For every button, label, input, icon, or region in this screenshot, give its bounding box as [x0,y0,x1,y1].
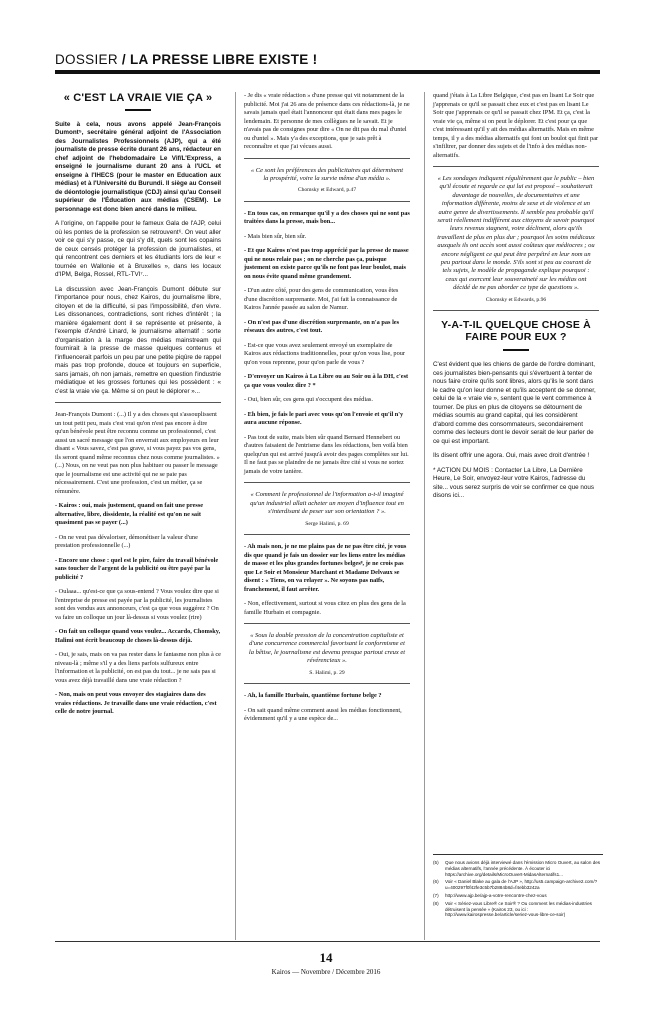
section-heading: Y-A-T-IL QUELQUE CHOSE À FAIRE POUR EUX ? [441,319,591,344]
quote-source: Chomsky et Edward, p.47 [297,187,357,194]
article-title: « C'EST LA VRAIE VIE ÇA » [63,92,213,104]
column-2 [244,92,410,730]
interview-question: - En tous cas, on remarque qu'il y a des choses qui ne sont pas traitées dans la presse, mais bon... [244,209,410,226]
quote-source: Chomsky et Edwards, p.96 [485,296,547,303]
section-kicker: DOSSIER [55,52,118,67]
paragraph: Ils disent offrir une agora. Oui, mais avec droit d'entrée ! [433,452,590,460]
interview-answer: - On sait quand même comment aussi les médias fonctionnent, évidemment qu'il y a une espèce de... [244,706,402,723]
footnote [433,893,603,899]
footnote [433,860,603,877]
footer-rule [55,941,600,942]
divider [244,201,410,202]
footnote-number: (6) [433,879,439,885]
interview-question: - Ah mais non, je ne me plains pas de ne pas être cité, je vous dis que quand je fais un dossier sur les liens entre les médias de masse et les plus grandes fortunes belges⁸, je ne crois pas que Le Soir et Monsieur Marchant et Madame Delvaux se disent : « Tiens, on va relayer ». Ne soyons pas naïfs, franchement, il faut arrêter. [244,543,407,593]
interview-answer: - Non, effectivement, surtout si vous citez en plus des gens de la famille Hurbain et compagnie. [244,600,406,616]
interview-answer: - Est-ce que vous avez seulement envoyé un exemplaire de Kairos aux rédactions traditionnelles, pour qu'on vous lise, pour qu'on vous reprenne, pour qu'on parle de vous ? [244,341,405,366]
interview-question: - Eh bien, je fais le pari avec vous qu'on l'envoie et qu'il n'y aura aucune réponse. [244,410,404,427]
header-rule [55,70,600,74]
column-3 [433,92,599,507]
pull-quote: « Comment le professionnel de l'information a-t-il imaginé qu'un industriel allait acheter un moyen d'influence tout en s'interdisant de peser sur son orientation ? ». [250,491,404,516]
section-title: LA PRESSE LIBRE EXISTE ! [129,52,318,67]
footnote-text: Voir « Daniel Blake au gala de l'AJP », http://us5.campaign-archive2.com/?u=400297f0f42fe3c5b7b2884b8d=f4ebb3242a [445,879,598,891]
interview-answer: - Oui, je sais, mais on va pas rester dans le fantasme non plus à ce niveau-là ; même s'il y a des liens parfois sulfureux entre l'information et la publicité, on est pas du tout... je ne sais pas si vous avez déjà travaillé dans une vraie rédaction ? [55,651,221,684]
intro-paragraph: Suite à cela, nous avons appelé Jean-François Dumont⁵, secrétaire général adjoint de l'Association des Journalistes Professionnels (AJP), qui a été journaliste de presse écrite durant 26 ans, rédacteur en chef adjoint de l'hebdomadaire Le Vif/L'Express, a enseigné le journalisme durant 20 ans à l'UCL et enseigne à l'IHECS (pour le master en Education aux médias) et à l'Université du Burundi. Il siège au Conseil de déontologie journalistique (CDJ) ainsi qu'au Conseil supérieur de l'Éducation aux médias (CSEM). Le personnage est donc bien ancré dans le milieu. [55,120,221,213]
interview-answer: quand j'étais à La Libre Belgique, c'est pas en lisant Le Soir que j'apprenais ce qu'il se passait chez eux et c'est pas en lisant Le Soir que j'apprenais ce qu'il se passait chez IPM. Et ça, c'est la vraie vie ça, même si on peut le déplorer. Et c'est pour ça que c'est intéressant qu'il y ait des médias alternatifs. Mais en même temps, il y a des médias alternatifs qui font un boulot qui finit par s'infiltrer, par donner des sujets et de l'info à des médias non-alternatifs. [433,92,599,159]
interview-question: - On n'est pas d'une discrétion surprenante, on n'a pas les réseaux des autres, c'est tout. [244,318,400,335]
footnotes [433,860,603,920]
paragraph: A l'origine, on l'appelle pour le fameux Gala de l'AJP, celui où les pontes de la profession se retrouvent⁶. On veut aller voir ce qui s'y passe, ce qui s'y dit, quels sont les copains de ceux censés protéger la profession de journalistes, et qui rencontrent ces derniers et les étudiants lors de leur « tournée en Wallonie et à Bruxelles », dans les locaux d'IPM, Belga, Rossel, RTL-TVI⁷... [55,220,221,278]
quote-source: Serge Halimi, p. 69 [305,520,349,527]
footnote-number: (5) [433,860,439,865]
column-divider [235,92,236,940]
column-divider [424,92,425,940]
page-header [55,52,600,67]
action-note: * ACTION DU MOIS : Contacter La Libre, La Dernière Heure, Le Soir, envoyez-leur votre Kairos, l'adresse du site... vous serez surpris de voir se confirmer ce que nous disons ici... [433,466,594,500]
divider [244,158,410,159]
pull-quote: « Sous la double pression de la concentration capitaliste et d'une concurrence commercial favorisant le conformisme et la bêtise, le journalisme est devenu presque partout creux et révérencieux ». [248,632,406,665]
divider [244,683,410,684]
interview-answer: - D'un autre côté, pour des gens de communication, vous êtes d'une discrétion surprenante. Moi, j'ai fait la connaissance de Kairos l'année passée au salon de Namur. [244,287,399,312]
footnote-text: Voir « Sériez-vous Libre® ce Soir® ? Ou comment les médias-industries détruisent la pensée » (Kairos 23, ou ici : http://www.kairospresse.be/article/seriez-vous-libre-ce-soir) [445,900,592,918]
interview-answer: - Oui, bien sûr, ces gens qui s'occupent des médias. [244,396,373,404]
footnote [433,901,603,918]
divider [433,166,599,167]
paragraph: La discussion avec Jean-François Dumont débute sur l'importance pour nous, chez Kairos, du journalisme libre, citoyen et de la difficulté, si pas l'impossibilité, d'en vivre. Les dissonances, contradictions, sont riches d'intérêt ; la manière également dont il se représente et présente, à l'exemple d'André Linard, le journalisme alternatif : sorte d'organisation à la marge des médias mainstream qui fournirait à la presse de masse quelques contenus et l'influencerait parfois un peu par une petite piqûre de rappel mais pas trop profonde, douce et toujours en superficie, sans jamais, oh non jamais, remettre en question l'industrie médiatique et les grosses fortunes qui les possèdent : « c'est la vraie vie ça. Même si on peut le déplorer »... [55,285,221,395]
header-separator: / [121,52,126,67]
title-rule [503,349,529,351]
footnote-number: (7) [433,892,439,898]
interview-answer: Jean-François Dumont : (...) Il y a des choses qui s'assouplissent un tout petit peu, mais c'est vrai qu'on n'est pas encore à dire qu'un bénévole peut être reconnu comme un professionnel, c'est aussi un sacré message que l'on enverrait aux employeurs en leur disant « Vous savez, c'est pas grave, si vous payez pas vos gens, ils seront quand même reconnus chez nous comme journalistes. » (...) Nous, on ne veut pas non plus habituer ou passer le message que le journalisme est une activité qui ne se paie pas nécessairement. C'est une profession, c'est un métier, ça se rémunère. [55,411,220,495]
column-1 [55,92,221,723]
divider [244,623,410,624]
interview-answer: - Pas tout de suite, mais bien sûr quand Bernard Hennebert ou d'autres faisaient de l'entrisme dans les rédactions, ben voilà bien quelqu'un qui est arrivé jusqu'à avoir des pages complètes sur lui. Il ne faut pas se plaindre de ne jamais être cité si vous ne sortez jamais de votre tanière. [244,433,409,475]
interview-answer: - Oulaaa... qu'est-ce que ça sous-entend ? Vous voulez dire que si l'entreprise de presse est payée par la publicité, les journalistes sont des vendus aux annonceurs, c'est ça que vous suggérez ? On va faire un colloque un jour là-dessus si vous voulez (rire) [55,588,219,621]
footnote-number: (8) [433,900,439,906]
quote-source: S. Halimi, p. 29 [309,669,345,676]
interview-answer: - Je dis « vraie rédaction » d'une presse qui vit notamment de la publicité. Moi j'ai 26 ans de présence dans ces rédactions-là, je ne savais jamais quel était l'annonceur qui était dans mes pages le lendemain. Et personne de mes collègues ne le savait. Et je n'avais pas de consignes pour dire « On ne dit pas du mal d'untel ou d'untel ». Mais y'a des exceptions, que je sais prêt à reconnaître et que j'ai vécues aussi. [244,92,410,150]
paragraph: C'est évident que les chiens de garde de l'ordre dominant, ces journalistes bien-pensants qui s'évertuent à tenter de nous faire croire qu'ils sont libres, alors qu'ils le sont dans le cadre qu'on leur donne et qu'ils acceptent de se donner, celui de la « vraie vie », sentent que le vent commence à tourner. De plus en plus de citoyens se détournent de médias soumis au grand capital, qui les considèrent d'abord comme des consommateurs, secondairement comme des lecteurs dont le devoir serait de leur parler de ce qui est important. [433,361,596,445]
footnote-text: Que nous avions déjà interviewé dans l'émission Micro Ouvert, au salon des médias alternatifs, l'année précédente. À écouter ici https://archive.org/details/MicroOuvert-MidasAlternatifs1... [445,860,601,877]
pull-quote: « Les sondages indiquent régulièrement que le public – bien qu'il écoute et regarde ce qui lui est proposé – souhaiterait davantage de nouvelles, de documentaires et une information différente, moins de sexe et de violence et un autre genre de divertissements. Il semble peu probable qu'il serait réellement indifférent aux citoyens de savoir pourquoi leurs revenus stagnent, voire déclinent, alors qu'ils travaillent de plus en plus dur ; pourquoi les soins médicaux auxquels ils ont accès sont aussi coûteux que médiocres ; ou encore négligent ce qui peut être perpétré en leur nom un peu partout dans le monde. S'ils sont si peu au courant de tels sujets, le modèle de propagande explique pourquoi : ceux qui exercent leur souveraineté sur les médias ont décidé de ne pas aborder ce type de questions ». [437,175,595,292]
interview-answer: - On ne veut pas dévaloriser, démonétiser la valeur d'une prestation professionnelle (...) [55,533,198,549]
interview-question: - Ah, la famille Hurbain, quantième fortune belge ? [244,692,382,700]
notes-rule [433,854,603,855]
interview-question: - Non, mais on peut vous envoyer des stagiaires dans des vraies rédactions. Je travaille dans une vraie rédaction, c'est celle de notre journal. [55,691,217,715]
interview-question: - D'envoyer un Kairos à La Libre ou au Soir ou à la DH, c'est ça que vous voulez dire ? * [244,373,409,389]
interview-question: - Et que Kairos n'est pas trop apprécié par la presse de masse qui ne nous relaie pas ; on ne cherche pas ça, puisque justement on existe parce qu'ils ne font pas leur boulot, mais on nous évite quand même grandement. [244,247,409,280]
footnote-text: http://www.ajp.be/ajp-a-votre-rencontre-chez-vous [445,892,547,898]
interview-question: - Kairos : oui, mais justement, quand on fait une presse alternative, libre, dissidente, la réalité est qu'on ne sait quasiment pas se payer (...) [55,502,204,526]
interview-question: - Encore une chose : quel est le pire, faire du travail bénévole sans toucher de l'argent de la publicité ou être payé par la publicité ? [55,556,219,581]
divider [244,534,410,535]
interview-question: - On fait un colloque quand vous voulez... Accardo, Chomsky, Halimi ont écrit beaucoup de choses là-dessus déjà. [55,628,221,644]
pull-quote: « Ce sont les préférences des publicitaires qui déterminent la prospérité, voire la survie même d'un média ». [250,166,404,182]
page-number: 14 [319,950,333,965]
divider [433,310,599,311]
footnote [433,879,603,891]
divider [55,402,221,403]
publication-line: Kairos — Novembre / Décembre 2016 [271,968,381,976]
title-rule [125,109,151,111]
divider [244,482,410,483]
interview-answer: - Mais bien sûr, bien sûr. [244,232,307,240]
